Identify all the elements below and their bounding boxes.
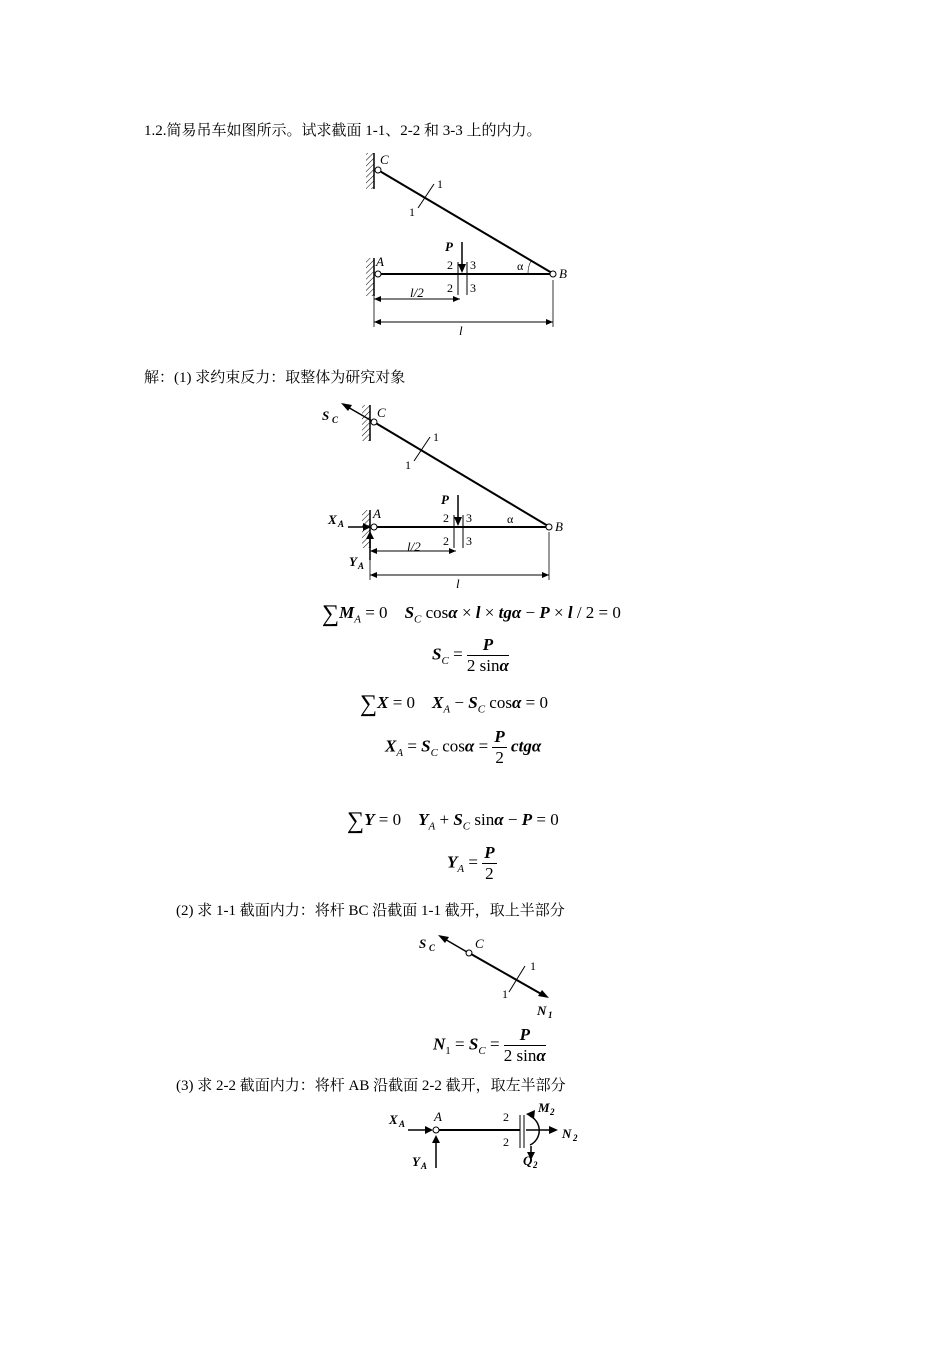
equation-moment-A: $\sum M_A = 0$ $S_C$ cosα × l × tgα − P × l / 2 = 0 [322, 601, 621, 627]
svg-text:1: 1 [433, 430, 439, 444]
svg-text:P: P [441, 492, 449, 507]
svg-text:2: 2 [447, 258, 453, 272]
svg-text:2: 2 [503, 1135, 509, 1149]
svg-text:N: N [537, 1003, 547, 1018]
svg-text:X: X [389, 1112, 398, 1127]
problem-statement: 1.2.简易吊车如图所示。试求截面 1-1、2-2 和 3-3 上的内力。 [144, 123, 542, 139]
svg-text:3: 3 [466, 534, 472, 548]
svg-text:A: A [376, 254, 384, 269]
svg-text:2: 2 [573, 1133, 578, 1143]
svg-text:α: α [507, 512, 514, 526]
svg-text:C: C [380, 152, 389, 167]
svg-text:A: A [358, 561, 365, 571]
svg-text:2: 2 [550, 1107, 555, 1117]
svg-text:α: α [517, 259, 524, 273]
svg-text:B: B [559, 266, 567, 281]
svg-text:2: 2 [447, 281, 453, 295]
svg-text:S: S [322, 408, 330, 423]
svg-text:1: 1 [502, 987, 508, 1001]
svg-text:1: 1 [530, 959, 536, 973]
svg-text:S: S [419, 936, 427, 951]
svg-text:X: X [328, 512, 337, 527]
svg-text:C: C [332, 415, 339, 425]
svg-text:1: 1 [437, 177, 443, 191]
svg-text:C: C [475, 936, 484, 951]
svg-text:A: A [421, 1161, 428, 1171]
svg-text:C: C [377, 405, 386, 420]
svg-text:P: P [445, 239, 453, 254]
step3-text: (3) 求 2-2 截面内力：将杆 AB 沿截面 2-2 截开，取左半部分 [176, 1078, 566, 1094]
svg-text:2: 2 [503, 1110, 509, 1124]
equation-YA: $Y_A$ = $\frac{P}{2}$ [447, 843, 495, 883]
svg-text:1: 1 [548, 1010, 553, 1020]
svg-text:2: 2 [443, 511, 449, 525]
svg-text:Y: Y [349, 554, 357, 569]
svg-text:1: 1 [405, 458, 411, 472]
equation-sum-X: ∑X = 0 $X_A - S_C$ cosα = 0 [360, 691, 548, 717]
svg-text:l: l [456, 576, 460, 591]
equation-N1: $N_1 = S_C$ = $\frac{P}{2 \sin\alpha}$ [433, 1025, 546, 1065]
equation-SC: $S_C$ = $\frac{P}{2 \sin\alpha}$ [432, 635, 509, 675]
figure1 [366, 152, 567, 338]
svg-text:l/2: l/2 [407, 539, 421, 554]
svg-text:B: B [555, 519, 563, 534]
svg-text:3: 3 [470, 258, 476, 272]
svg-text:3: 3 [466, 511, 472, 525]
svg-text:2: 2 [443, 534, 449, 548]
solution-intro: 解：(1) 求约束反力：取整体为研究对象 [144, 370, 406, 386]
svg-text:A: A [338, 519, 345, 529]
svg-text:1: 1 [409, 205, 415, 219]
figure4 [388, 1100, 578, 1171]
svg-text:l/2: l/2 [410, 285, 424, 300]
step2-text: (2) 求 1-1 截面内力：将杆 BC 沿截面 1-1 截开，取上半部分 [176, 903, 565, 919]
svg-text:M: M [538, 1100, 550, 1115]
svg-text:2: 2 [533, 1160, 538, 1170]
svg-text:3: 3 [470, 281, 476, 295]
svg-text:A: A [399, 1119, 406, 1129]
svg-text:A: A [373, 506, 381, 521]
svg-text:A: A [434, 1109, 442, 1124]
svg-text:C: C [429, 943, 436, 953]
equation-sum-Y: ∑Y = 0 $Y_A + S_C$ sinα − P = 0 [347, 808, 559, 834]
figure3 [419, 935, 553, 1020]
svg-text:Q: Q [523, 1153, 533, 1168]
equation-XA: $X_A = S_C$ cosα = $\frac{P}{2}$ ctgα [385, 727, 542, 767]
svg-text:Y: Y [412, 1154, 420, 1169]
figure2 [322, 403, 563, 591]
svg-text:l: l [459, 323, 463, 338]
svg-text:N: N [562, 1126, 572, 1141]
